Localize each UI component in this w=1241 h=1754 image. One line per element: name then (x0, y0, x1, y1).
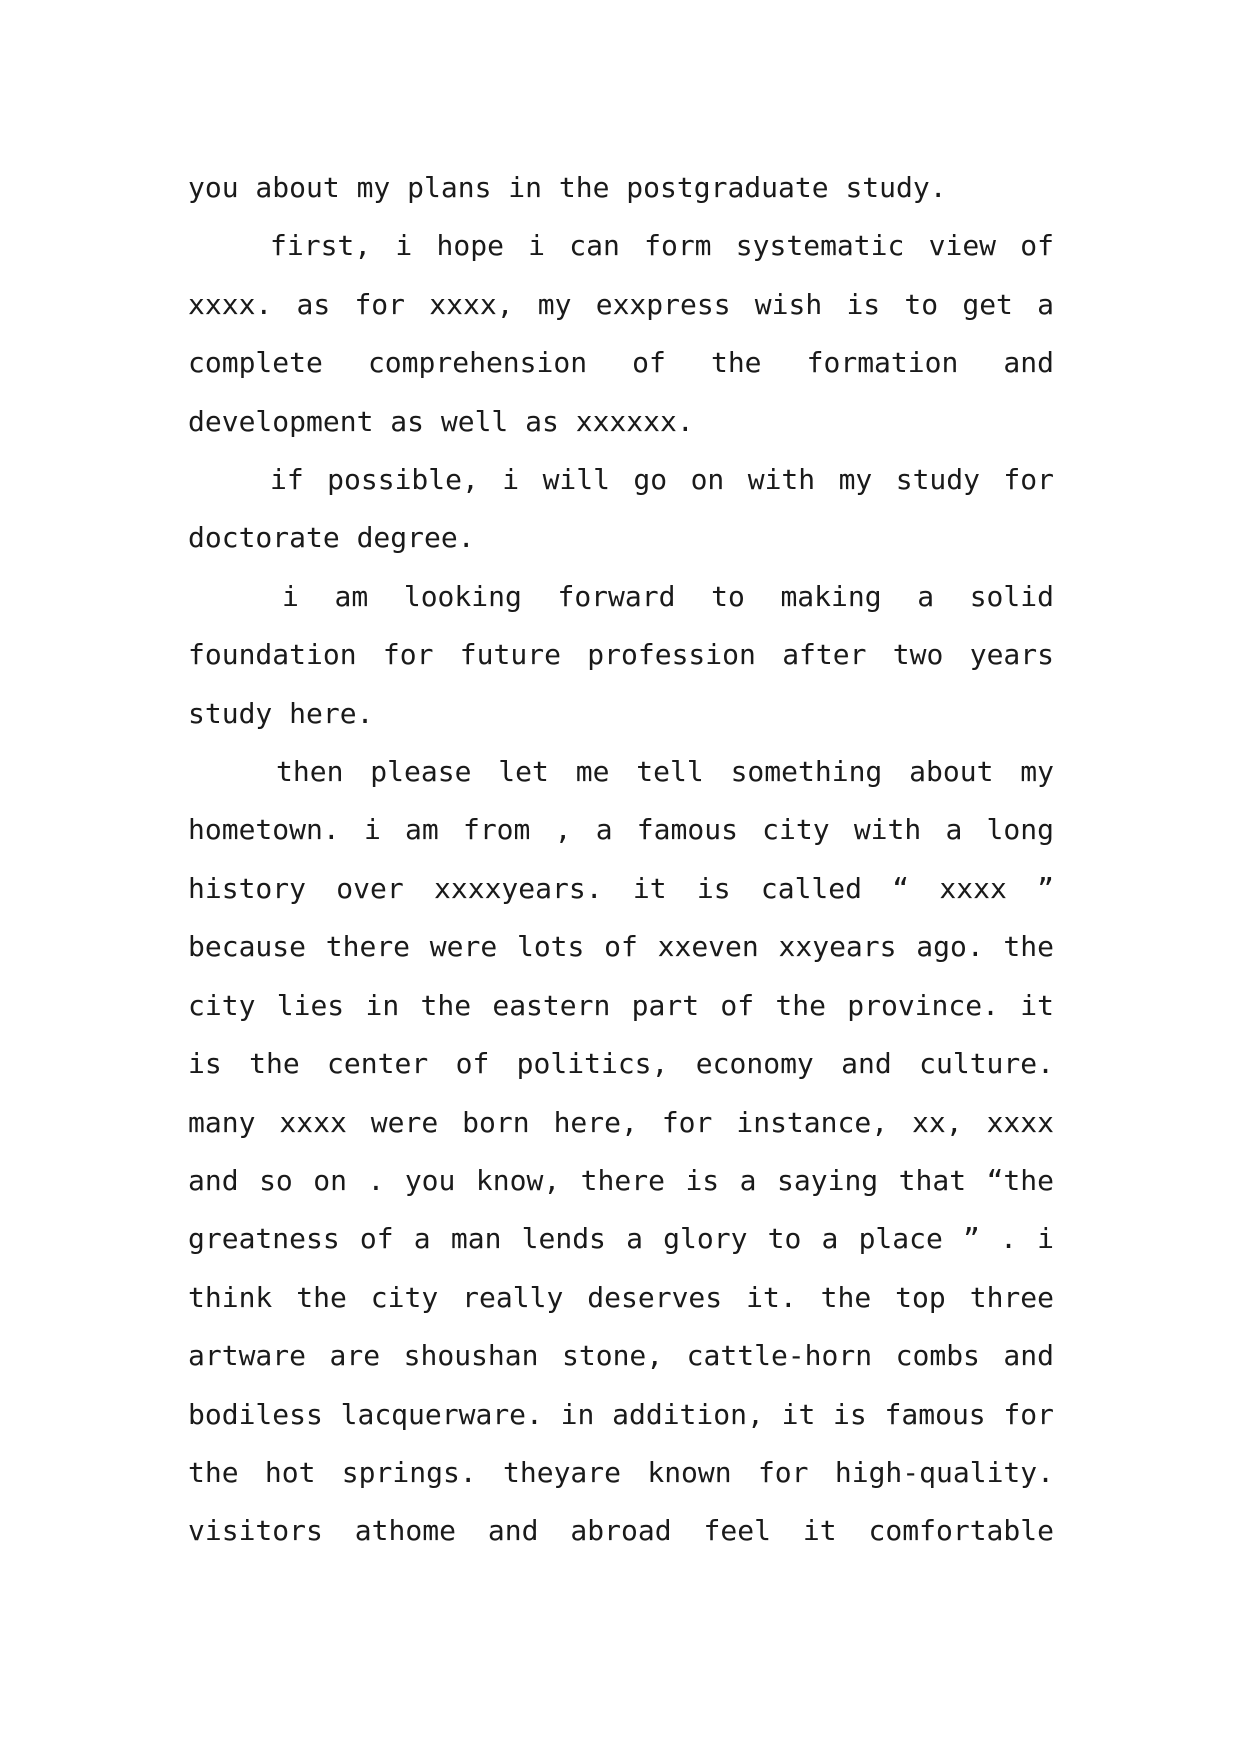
paragraph-continuation: you about my plans in the postgraduate study. (188, 171, 947, 204)
paragraph-doctorate: if possible, i will go on with my study for doctorate degree. (188, 463, 1054, 555)
paragraph-study-goals: first, i hope i can form systematic view of xxxx. as for xxxx, my exxpress wish is to get a complete comprehension of the formation and development as well as xxxxxx. (188, 229, 1054, 438)
paragraph-hometown: then please let me tell something about my hometown. i am from , a famous city with a long history over xxxxyears. it is called “ xxxx ” because there were lots of xxeven xxyears ago. the city lies in the eastern part of the province. it is the center of politics, economy and culture. many xxxx were born here, for instance, xx, xxxx and so on . you know, there is a saying that “the greatness of a man lends a glory to a place ” . i think the city really deserves it. the top three artware are shoushan stone, cattle-horn combs and bodiless lacquerware. in addition, it is famous for the hot springs. theyare known for high-quality. visitors athome and abroad feel it comfortable (188, 755, 1054, 1548)
body-text (188, 159, 1054, 1561)
paragraph-foundation: i am looking forward to making a solid foundation for future profession after two years study here. (188, 579, 1054, 730)
